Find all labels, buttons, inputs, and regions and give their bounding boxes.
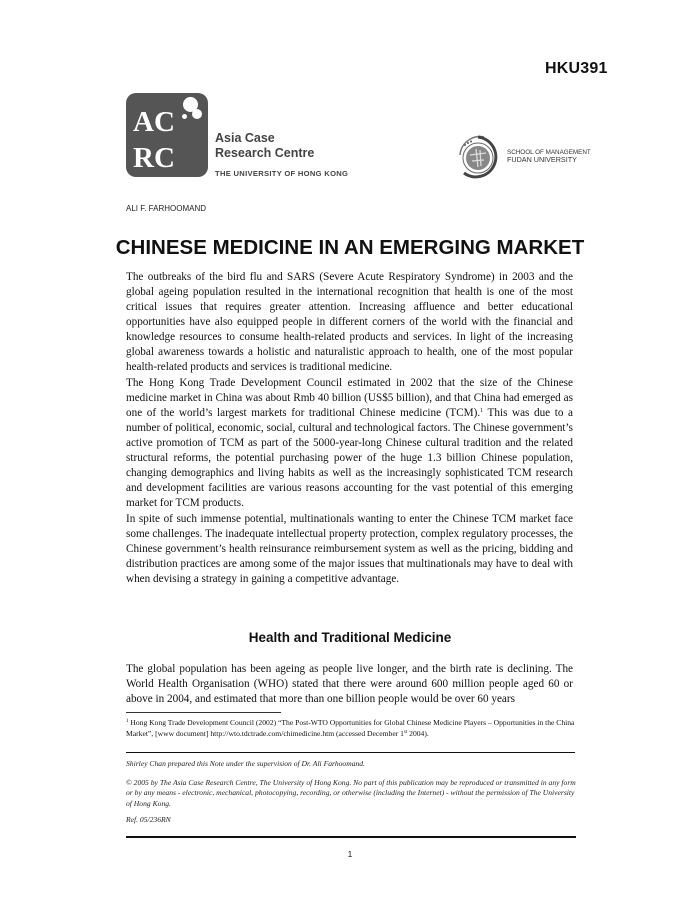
footer-divider — [126, 752, 575, 753]
acrc-name-line2: Research Centre — [215, 146, 315, 160]
footnote-text-b: 2004). — [407, 729, 429, 738]
acrc-name — [215, 131, 314, 161]
fudan-line2: FUDAN UNIVERSITY — [507, 155, 577, 164]
acrc-name-line1: Asia Case — [215, 131, 275, 145]
footnote-ordinal: st — [403, 730, 408, 735]
paragraph-market-size — [126, 376, 573, 511]
acrc-letters-line1: AC — [133, 106, 175, 138]
acrc-letters-line2: RC — [133, 142, 175, 174]
bottom-divider — [126, 836, 576, 838]
fudan-line1: SCHOOL OF MANAGEMENT — [507, 149, 591, 156]
acrc-logo-icon — [126, 93, 208, 177]
copyright-notice: © 2005 by The Asia Case Research Centre, The University of Hong Kong. No part of this publication may be reproduced or transmitted in any form or by any means - electronic, mechanical, photocopying, recording, or otherwise (including the Internet) - without the permission of The University of Hong Kong. — [126, 778, 576, 808]
document-title: CHINESE MEDICINE IN AN EMERGING MARKET — [115, 236, 585, 259]
section-heading: Health and Traditional Medicine — [248, 630, 452, 645]
footnote-marker: 1 — [126, 719, 129, 724]
reference-number: Ref. 05/236RN — [126, 815, 171, 824]
fudan-emblem-icon — [454, 133, 502, 181]
author-name: ALI F. FARHOOMAND — [126, 204, 207, 213]
footnote-reference-1[interactable]: 1 — [480, 408, 484, 414]
prepared-note: Shirley Chan prepared this Note under the supervision of Dr. Ali Farhoomand. — [126, 759, 365, 768]
paragraph-intro: The outbreaks of the bird flu and SARS (Severe Acute Respiratory Syndrome) in 2003 and the global ageing population resulted in the international recognition that health is one of the most critical issues that requires greater attention. Increasing affluence and better educational opportunities have also equipped people in different corners of the world with the financial and knowledge resources to consume health-related products and services. In light of the increasing global awareness towards a holistic and naturalistic approach to health, one of the most popular health-related products and services is traditional medicine. — [126, 271, 573, 373]
paragraph-market-size-text-a: The Hong Kong Trade Development Council estimated in 2002 that the size of the Chinese medicine market in China was about Rmb 40 billion (US$5 billion), and that China had emerged as one of the world’s largest markets for traditional Chinese medicine (TCM). — [126, 377, 573, 419]
bubble-small-icon — [182, 114, 187, 119]
acrc-logo-letters — [133, 107, 175, 173]
paragraph-challenges: In spite of such immense potential, multinationals wanting to enter the Chinese TCM market face some challenges. The inadequate intellectual property protection, complex regulatory processes, the Chinese government’s health reinsurance reimbursement system as well as the pricing, bidding and distribution practices are among some of the major issues that multinationals may have to deal with when devising a strategy in gaining a competitive advantage. — [126, 513, 573, 585]
footnote — [126, 717, 586, 739]
footnote-text-a: Hong Kong Trade Development Council (2002) “The Post-WTO Opportunities for Global Chinese Medicine Players – Opportunities in the China Market”, [www document] http://wto.tdctrade.com/chimedicine.htm (accessed December 1 — [126, 718, 575, 738]
paragraph-health: The global population has been ageing as people live longer, and the birth rate is declining. The World Health Organisation (WHO) stated that there were around 600 million people aged 60 or above in 2004, and estimated that more than one billion people would be over 60 years — [126, 663, 573, 705]
page-number: 1 — [347, 850, 353, 859]
footnote-divider — [126, 712, 281, 713]
case-code: HKU391 — [545, 60, 608, 77]
bubble-medium-icon — [192, 109, 202, 119]
acrc-university: THE UNIVERSITY OF HONG KONG — [215, 169, 349, 178]
fudan-logo-text — [507, 149, 591, 163]
paragraph-market-size-text-b: This was due to a number of political, economic, social, cultural and technological factors. The Chinese government’s active promotion of TCM as part of the 5000-year-long Chinese cultural tradition and the related structural reforms, the potential purchasing power of the huge 1.3 billion Chinese population, changing demographics and living habits as well as the increasingly sophisticated TCM research and development facilities are various reasons accounting for the vast potential of this emerging market for TCM products. — [126, 407, 573, 509]
